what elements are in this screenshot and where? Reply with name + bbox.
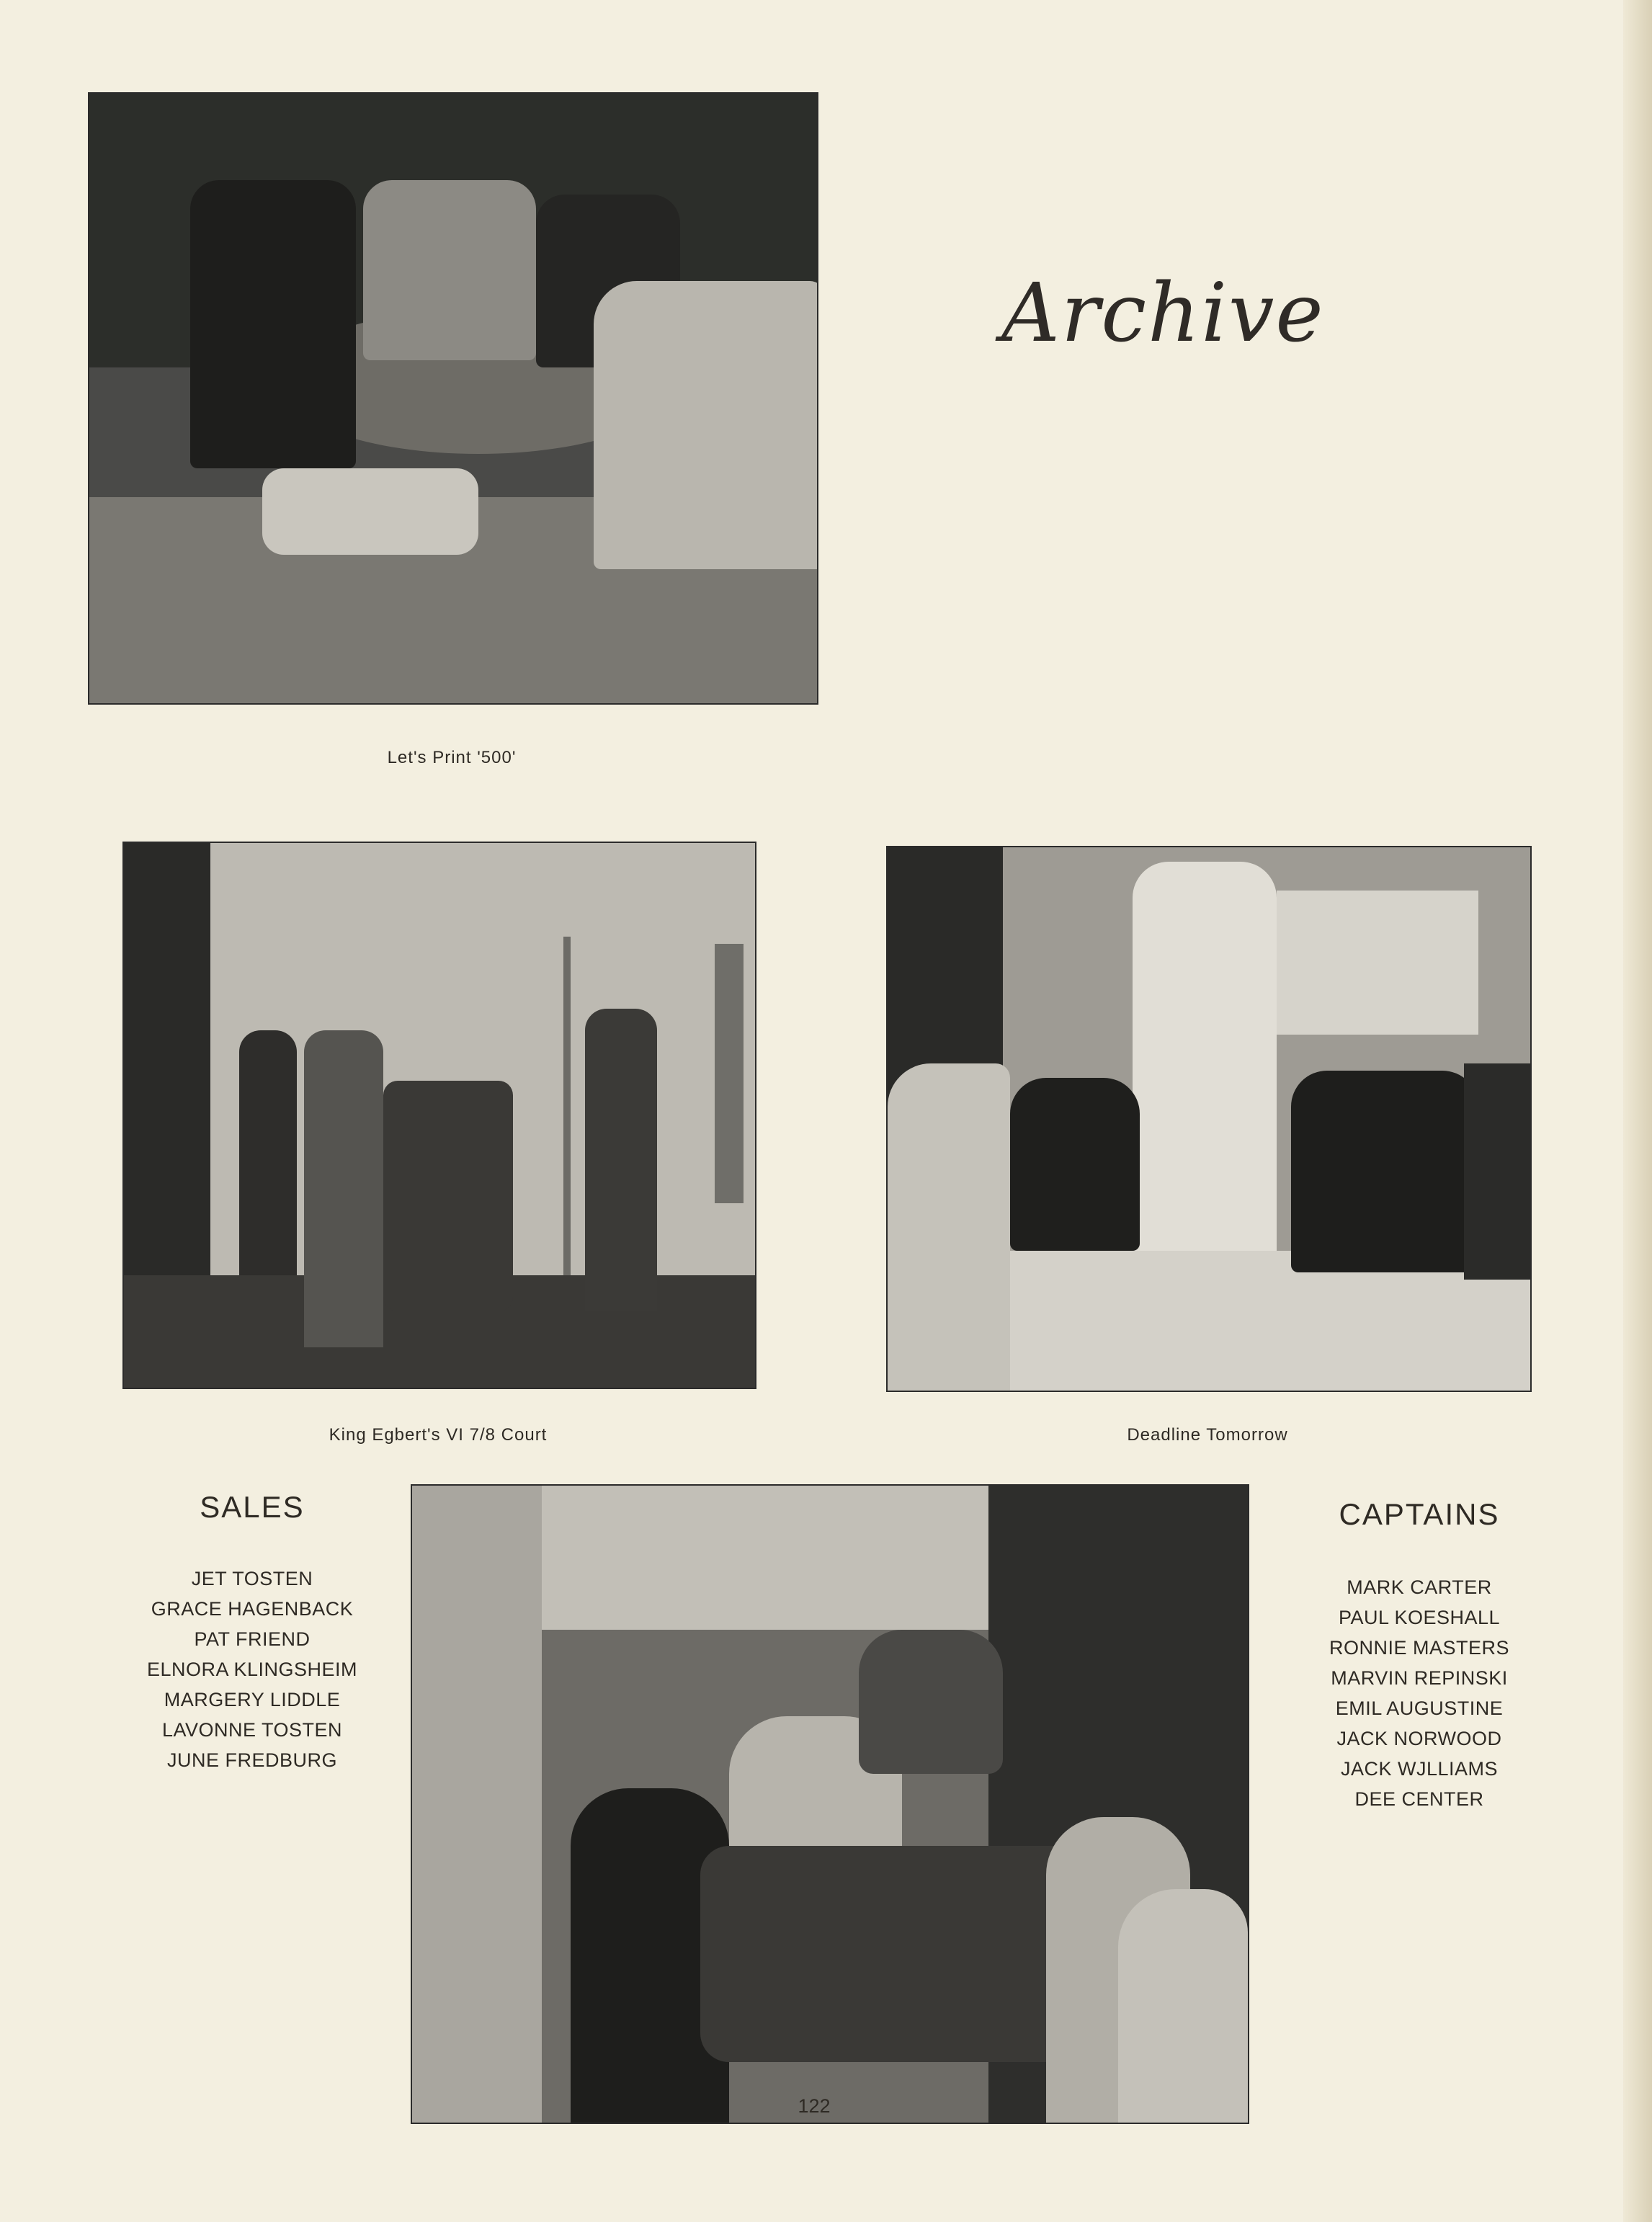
list-item: RONNIE MASTERS bbox=[1329, 1637, 1510, 1659]
captains-heading: CAPTAINS bbox=[1339, 1497, 1500, 1531]
list-item: PAUL KOESHALL bbox=[1338, 1607, 1501, 1628]
photo-lets-print bbox=[88, 92, 818, 705]
list-item: MARVIN REPINSKI bbox=[1331, 1667, 1508, 1689]
list-item: LAVONNE TOSTEN bbox=[161, 1719, 343, 1741]
caption-lets-print: Let's Print '500' bbox=[387, 748, 517, 767]
list-item: JET TOSTEN bbox=[191, 1568, 313, 1589]
list-item: EMIL AUGUSTINE bbox=[1335, 1697, 1504, 1719]
list-item: MARGERY LIDDLE bbox=[164, 1689, 341, 1710]
list-item: ELNORA KLINGSHEIM bbox=[146, 1659, 358, 1680]
sales-heading: SALES bbox=[200, 1490, 305, 1524]
list-item: JACK WJLLIAMS bbox=[1340, 1758, 1499, 1780]
list-item: JUNE FREDBURG bbox=[166, 1749, 337, 1771]
page-title: Archive bbox=[1001, 267, 1325, 360]
list-item: DEE CENTER bbox=[1354, 1788, 1484, 1810]
sales-names bbox=[108, 1563, 396, 1775]
photo-king-egberts-court bbox=[122, 842, 756, 1389]
photo-deadline-tomorrow bbox=[886, 846, 1532, 1392]
page-edge bbox=[1623, 0, 1652, 2222]
caption-king-egberts-court: King Egbert's VI 7/8 Court bbox=[329, 1425, 548, 1445]
page-number: 122 bbox=[798, 2095, 831, 2117]
list-item: GRACE HAGENBACK bbox=[151, 1598, 354, 1620]
list-item: JACK NORWOOD bbox=[1336, 1728, 1502, 1749]
list-item: PAT FRIEND bbox=[194, 1628, 311, 1650]
photo-group-table bbox=[411, 1484, 1249, 2124]
captains-names bbox=[1275, 1572, 1563, 1814]
list-item: MARK CARTER bbox=[1347, 1576, 1492, 1598]
caption-deadline-tomorrow: Deadline Tomorrow bbox=[1127, 1425, 1288, 1445]
